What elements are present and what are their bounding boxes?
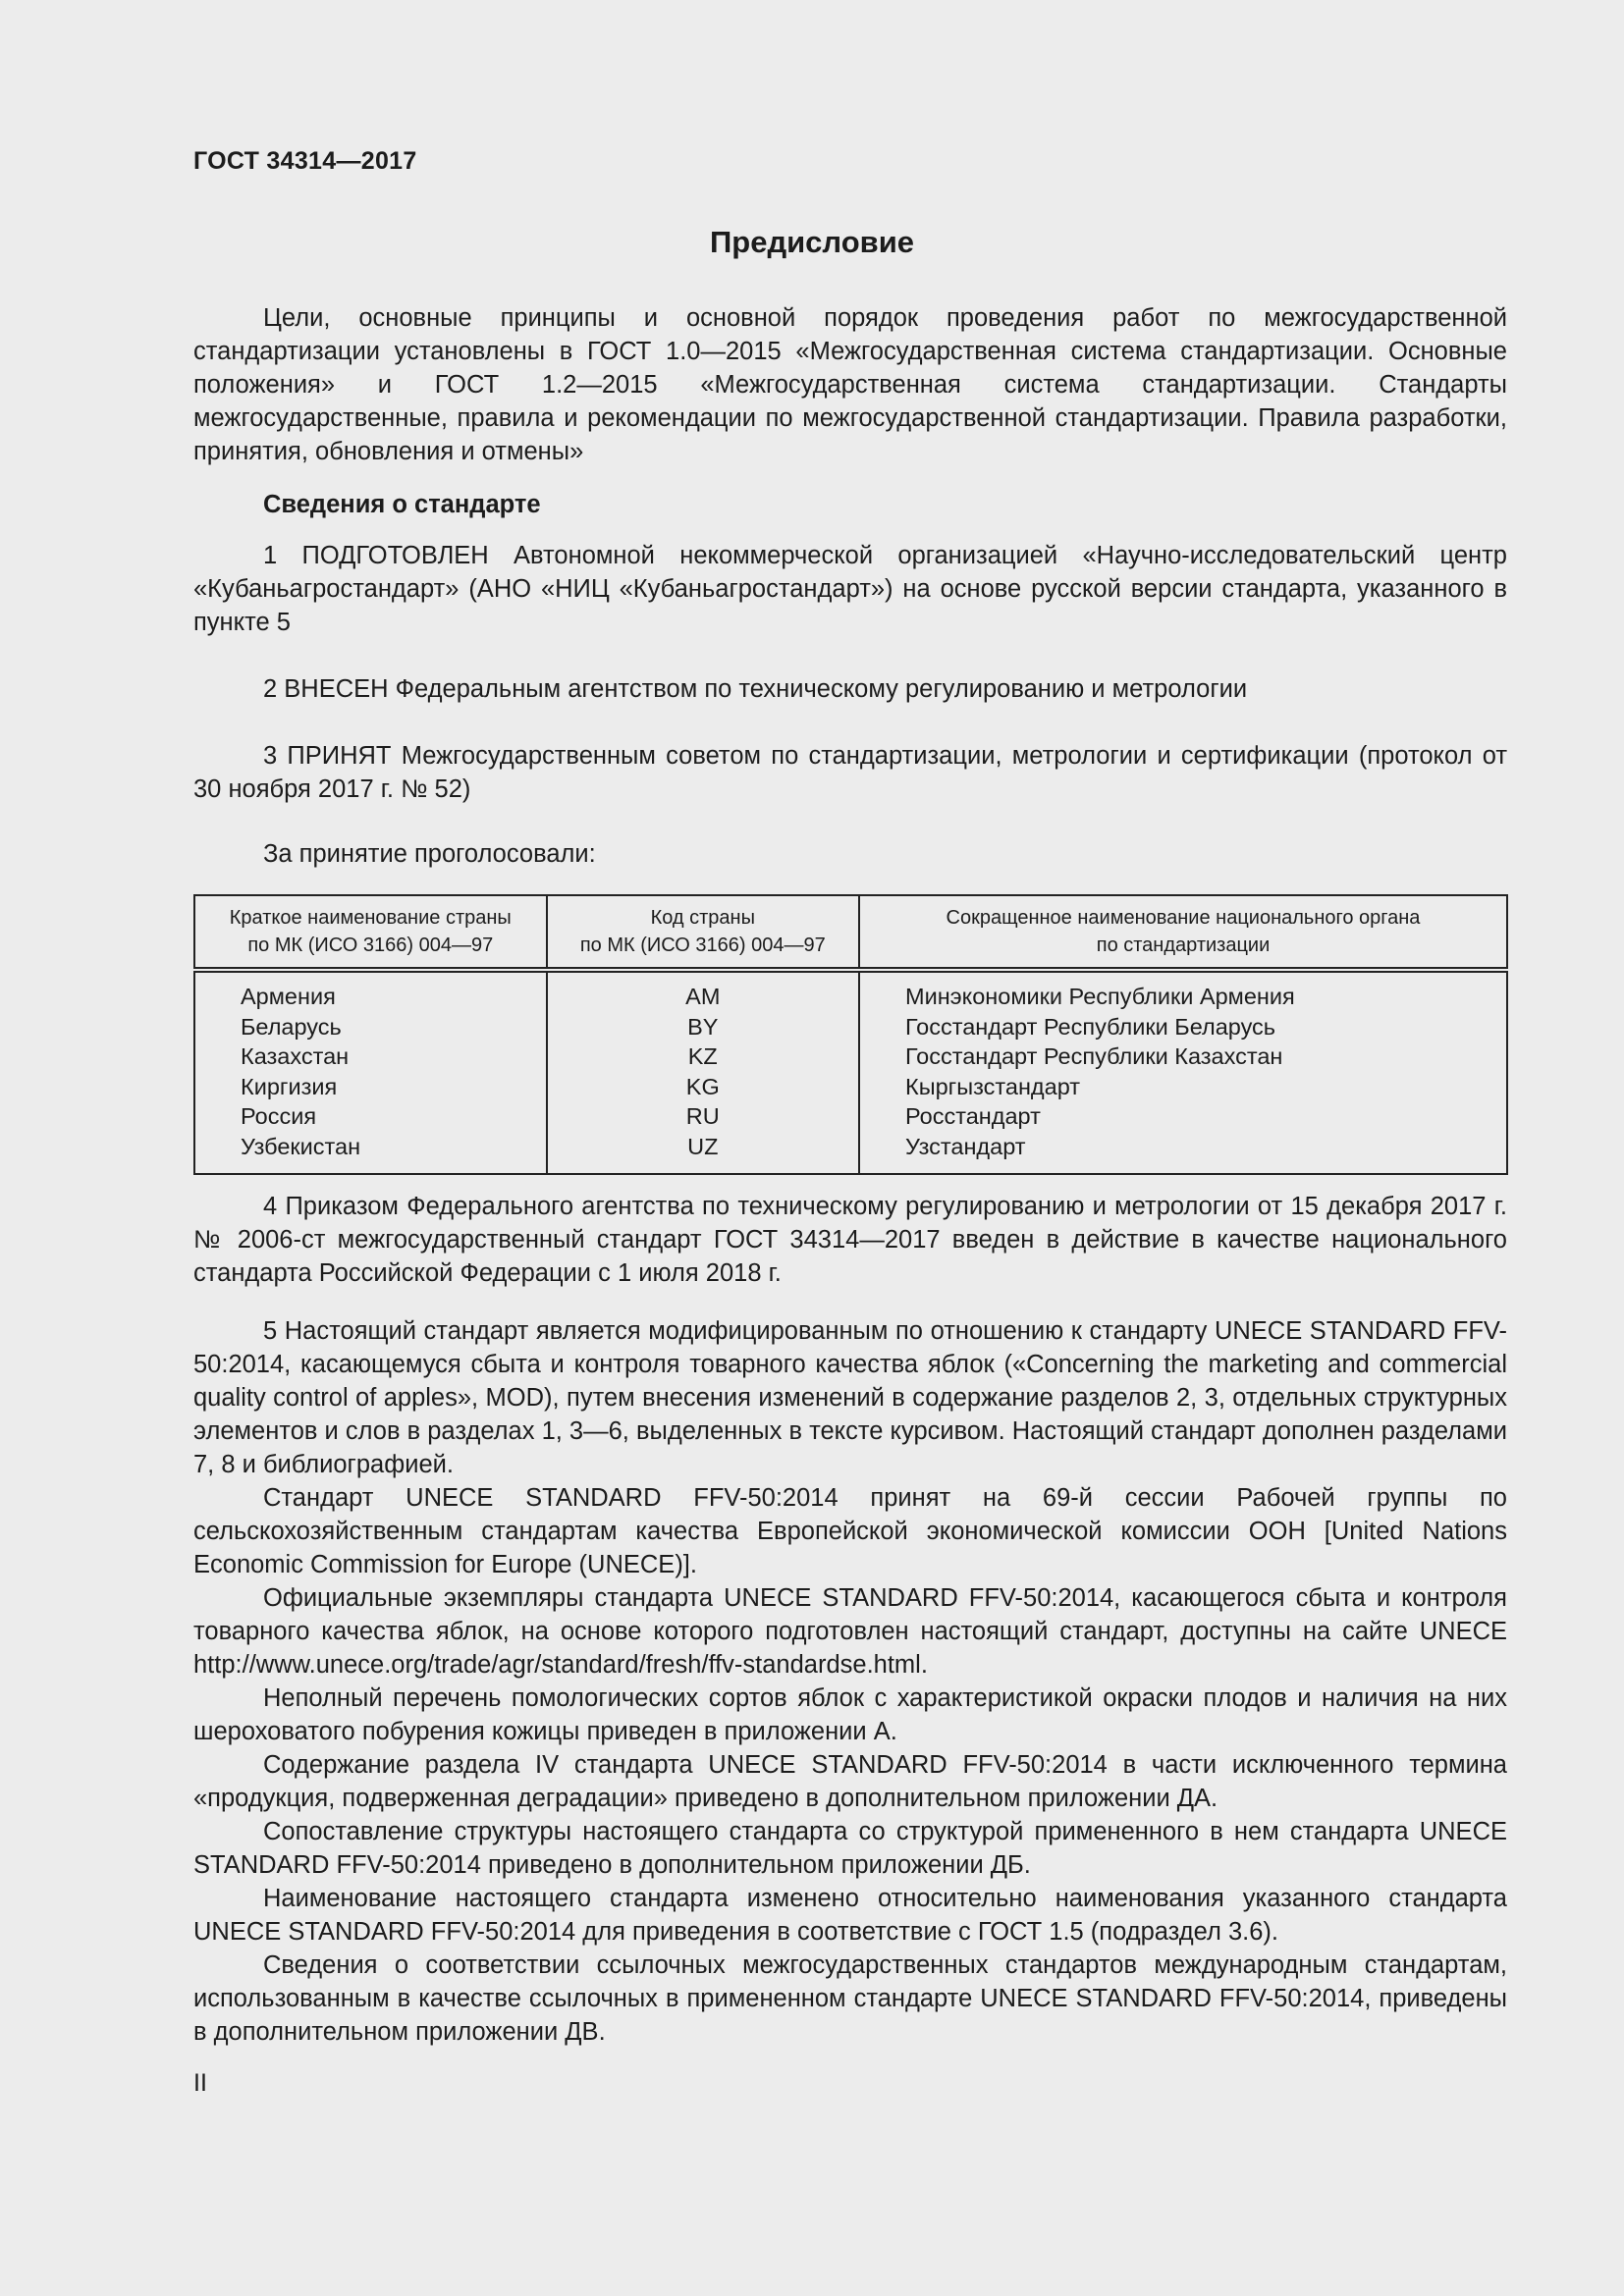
- votes-label: За принятие проголосовали:: [263, 840, 596, 868]
- item-5-paragraph: Стандарт UNECE STANDARD FFV-50:2014 принят на 69-й сессии Рабочей группы по сельскохозяйственным стандартам качества Европейской экономической комиссии ООН [United Nations Economic Commission for Europe (UNECE)].: [193, 1484, 1507, 1578]
- item-2-paragraph: 2 ВНЕСЕН Федеральным агентством по техническому регулированию и метрологии: [263, 675, 1248, 703]
- table-cell-code: BY: [687, 1013, 719, 1040]
- header-national-body-line2: по стандартизации: [1096, 934, 1271, 956]
- table-cell-country: Киргизия: [241, 1073, 338, 1099]
- table-cell-country: Казахстан: [241, 1043, 350, 1069]
- header-national-body-line1: Сокращенное наименование национального органа: [946, 907, 1421, 929]
- table-cell-country: Россия: [241, 1103, 317, 1129]
- item-5-paragraph: Неполный перечень помологических сортов яблок с характеристикой окраски плодов и наличия на них шероховатого побурения кожицы приведен в приложении А.: [193, 1684, 1507, 1745]
- page-number: II: [193, 2069, 207, 2097]
- header-country-code-line1: Код страны: [650, 907, 755, 929]
- item-5-paragraph: Официальные экземпляры стандарта UNECE STANDARD FFV-50:2014, касающегося сбыта и контроля товарного качества яблок, на основе которого подготовлен настоящий стандарт, доступны на сайте UNECE http://www.unece.org/trade/agr/standard/fresh/ffv-standardse.html.: [193, 1584, 1507, 1679]
- item-1-block: [193, 539, 1507, 639]
- country-codes-column: [547, 970, 859, 1174]
- table-cell-body: Росстандарт: [905, 1103, 1041, 1129]
- header-national-body: [859, 895, 1507, 970]
- voting-table: [193, 894, 1508, 1175]
- item-3-paragraph: 3 ПРИНЯТ Межгосударственным советом по стандартизации, метрологии и сертификации (протокол от 30 ноября 2017 г. № 52): [193, 742, 1507, 803]
- item-4-block: [193, 1190, 1507, 1290]
- item-3-block: [193, 739, 1507, 806]
- item-1-paragraph: 1 ПОДГОТОВЛЕН Автономной некоммерческой организацией «Научно-исследовательский центр «Кубаньагростандарт» (АНО «НИЦ «Кубаньагростандарт») на основе русской версии стандарта, указанного в пункте 5: [193, 542, 1507, 636]
- section-title: Сведения о стандарте: [263, 491, 541, 518]
- item-5-paragraph: Сведения о соответствии ссылочных межгосударственных стандартов международным стандартам, использованным в качестве ссылочных в примененном стандарте UNECE STANDARD FFV-50:2014, приведены в дополнительном приложении ДВ.: [193, 1951, 1507, 2046]
- table-header-row: [194, 895, 1507, 970]
- table-cell-code: KG: [685, 1073, 720, 1099]
- header-country-name-line2: по МК (ИСО 3166) 004—97: [247, 934, 494, 956]
- table-cell-body: Госстандарт Республики Казахстан: [905, 1043, 1283, 1069]
- header-country-code: [547, 895, 859, 970]
- intro-block: [193, 301, 1507, 468]
- table-cell-country: Беларусь: [241, 1013, 342, 1040]
- document-id-header: ГОСТ 34314—2017: [193, 147, 417, 175]
- item-5-paragraph: Сопоставление структуры настоящего стандарта со структурой примененного в нем стандарта UNECE STANDARD FFV-50:2014 приведено в дополнительном приложении ДБ.: [193, 1818, 1507, 1879]
- country-names-column: [194, 970, 547, 1174]
- national-bodies-column: [859, 970, 1507, 1174]
- table-cell-code: KZ: [687, 1043, 718, 1069]
- table-cell-code: UZ: [687, 1133, 719, 1159]
- table-cell-body: Госстандарт Республики Беларусь: [905, 1013, 1276, 1040]
- header-country-name: [194, 895, 547, 970]
- table-cell-code: RU: [685, 1103, 720, 1129]
- table-cell-country: Армения: [241, 984, 336, 1009]
- item-5-paragraph: 5 Настоящий стандарт является модифицированным по отношению к стандарту UNECE STANDARD FFV-50:2014, касающемуся сбыта и контроля товарного качества яблок («Concerning the marketing and commercial quality control of apples», MOD), путем внесения изменений в содержание разделов 2, 3, отдельных структурных элементов и слов в разделах 1, 3—6, выделенных в тексте курсивом. Настоящий стандарт дополнен разделами 7, 8 и библиографией.: [193, 1317, 1507, 1478]
- table-cell-country: Узбекистан: [241, 1133, 361, 1159]
- item-4-paragraph: 4 Приказом Федерального агентства по техническому регулированию и метрологии от 15 декабря 2017 г. № 2006-ст межгосударственный стандарт ГОСТ 34314—2017 введен в действие в качестве национального стандарта Российской Федерации с 1 июля 2018 г.: [193, 1193, 1507, 1287]
- table-cell-body: Кыргызстандарт: [905, 1073, 1081, 1099]
- page-title: Предисловие: [709, 225, 914, 259]
- item-5-block: [193, 1314, 1507, 2049]
- intro-paragraph: Цели, основные принципы и основной порядок проведения работ по межгосударственной стандартизации установлены в ГОСТ 1.0—2015 «Межгосударственная система стандартизации. Основные положения» и ГОСТ 1.2—2015 «Межгосударственная система стандартизации. Стандарты межгосударственные, правила и рекомендации по межгосударственной стандартизации. Правила разработки, принятия, обновления и отмены»: [193, 304, 1507, 465]
- table-cell-body: Узстандарт: [905, 1133, 1026, 1159]
- item-2-block: [193, 672, 1507, 706]
- header-country-name-line1: Краткое наименование страны: [229, 907, 512, 929]
- item-5-paragraph: Наименование настоящего стандарта изменено относительно наименования указанного стандарта UNECE STANDARD FFV-50:2014 для приведения в соответствие с ГОСТ 1.5 (подраздел 3.6).: [193, 1885, 1507, 1946]
- section-heading-block: [193, 488, 1507, 521]
- table-cell-body: Минэкономики Республики Армения: [905, 984, 1295, 1009]
- table-body-row: [194, 970, 1507, 1174]
- header-country-code-line2: по МК (ИСО 3166) 004—97: [579, 934, 826, 956]
- item-5-paragraph: Содержание раздела IV стандарта UNECE STANDARD FFV-50:2014 в части исключенного термина «продукция, подверженная деградации» приведено в дополнительном приложении ДА.: [193, 1751, 1507, 1812]
- table-cell-code: AM: [685, 984, 721, 1009]
